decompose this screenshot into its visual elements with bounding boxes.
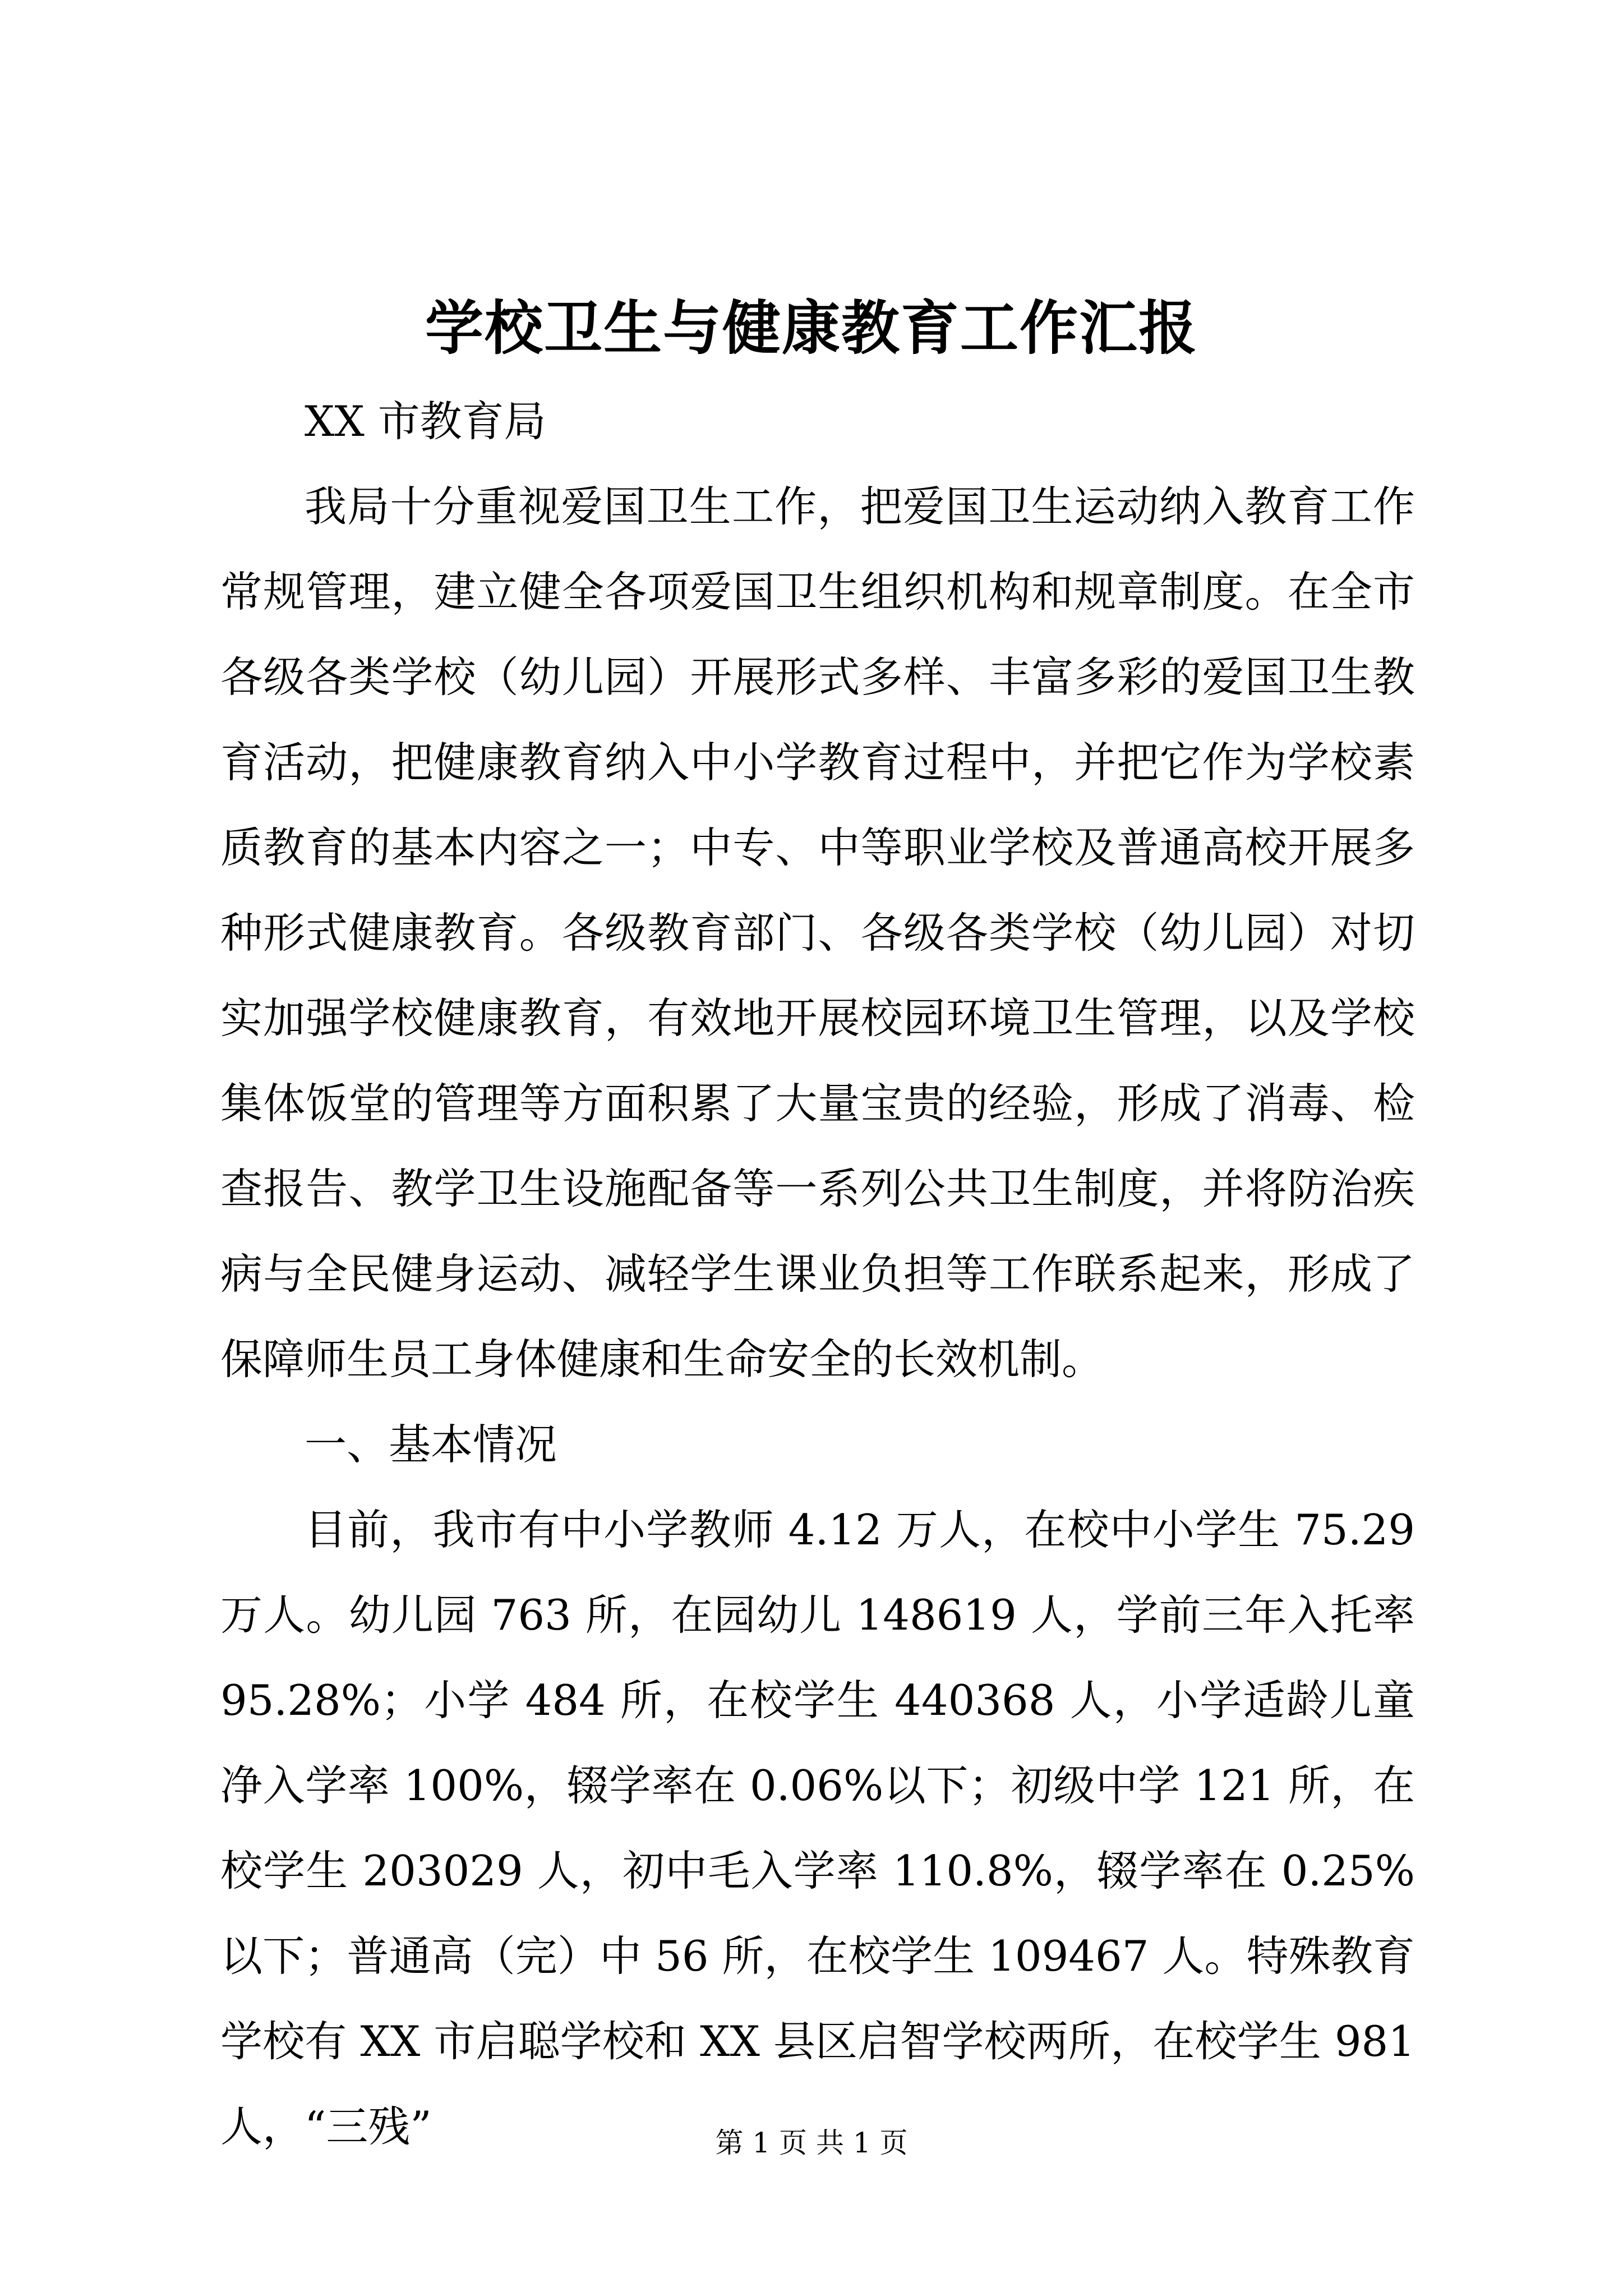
paragraph-statistics: 目前，我市有中小学教师 4.12 万人，在校中小学生 75.29 万人。幼儿园 763 所，在园幼儿 148619 人，学前三年入托率 95.28%；小学 484 所，在校学生 440368 人，小学适龄儿童净入学率 100%，辍学率在 0.06%以下；初级中学 121 所，在校学生 203029 人，初中毛入学率 110.8%，辍学率在 0.25%以下；普通高（完）中 56 所，在校学生 109467 人。特殊教育学校有 XX 市启聪学校和 XX 县区启智学校两所，在校学生 981 人，“三残” bbox=[220, 1505, 1415, 2151]
author-line: XX 市教育局 bbox=[305, 397, 546, 446]
document-body bbox=[220, 379, 1415, 2169]
paragraph-intro: 我局十分重视爱国卫生工作，把爱国卫生运动纳入教育工作常规管理，建立健全各项爱国卫生组织机构和规章制度。在全市各级各类学校（幼儿园）开展形式多样、丰富多彩的爱国卫生教育活动，把健康教育纳入中小学教育过程中，并把它作为学校素质教育的基本内容之一；中专、中等职业学校及普通高校开展多种形式健康教育。各级教育部门、各级各类学校（幼儿园）对切实加强学校健康教育，有效地开展校园环境卫生管理，以及学校集体饭堂的管理等方面积累了大量宝贵的经验，形成了消毒、检查报告、教学卫生设施配备等一系列公共卫生制度，并将防治疾病与全民健身运动、减轻学生课业负担等工作联系起来，形成了保障师生员工身体健康和生命安全的长效机制。 bbox=[220, 482, 1415, 1384]
section-heading-basic-situation: 一、基本情况 bbox=[305, 1420, 557, 1469]
document-title: 学校卫生与健康教育工作汇报 bbox=[425, 293, 1198, 362]
page-footer: 第 1 页 共 1 页 bbox=[715, 2127, 908, 2159]
